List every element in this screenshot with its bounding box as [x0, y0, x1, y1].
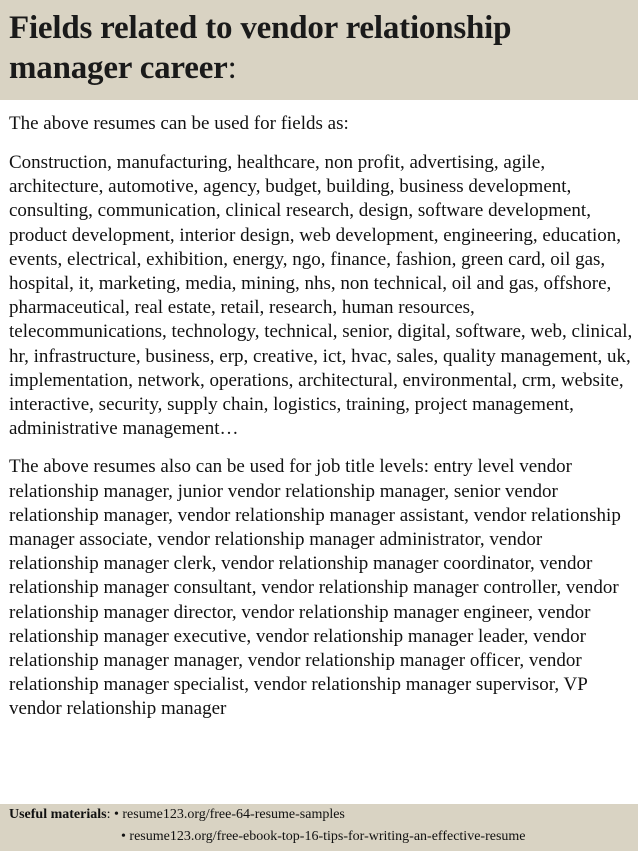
resume-samples-link[interactable]: • resume123.org/free-64-resume-samples: [113, 807, 345, 822]
title-banner: [0, 0, 638, 100]
useful-materials-label: Useful materials: [9, 807, 107, 822]
useful-materials-footer: [0, 804, 638, 851]
intro-text: The above resumes can be used for fields as:: [9, 113, 349, 134]
page-title: [0, 0, 638, 88]
job-levels-text: The above resumes also can be used for job title levels: entry level vendor relationship manager, junior vendor relationship manager, senior vendor relationship manager, vendor relationship manager assistant, vendor relationship manager associate, vendor relationship manager administrator, vendor relationship manager clerk, vendor relationship manager coordinator, vendor relationship manager consultant, vendor relationship manager controller, vendor relationship manager director, vendor relationship manager engineer, vendor relationship manager executive, vendor relationship manager leader, vendor relationship manager manager, vendor relationship manager officer, vendor relationship manager specialist, vendor relationship manager supervisor, VP vendor relationship manager: [9, 456, 621, 720]
ebook-tips-link[interactable]: • resume123.org/free-ebook-top-16-tips-for-writing-an-effective-resume: [121, 829, 526, 844]
footer-row-second: [121, 826, 526, 847]
footer-row-first: [9, 804, 345, 825]
page-title-colon: :: [227, 50, 237, 86]
page-title-text: Fields related to vendor relationship manager career: [9, 10, 512, 86]
main-content: [9, 112, 634, 722]
useful-materials-separator: :: [106, 807, 114, 822]
fields-list: Construction, manufacturing, healthcare, non profit, advertising, agile, architecture, automotive, agency, budget, building, business development, consulting, communication, clinical research, design, software development, product development, interior design, web development, engineering, education, events, electrical, exhibition, energy, ngo, finance, fashion, green card, oil gas, hospital, it, marketing, media, mining, nhs, non technical, oil and gas, offshore, pharmaceutical, real estate, retail, research, human resources, telecommunications, technology, technical, senior, digital, software, web, clinical, hr, infrastructure, business, erp, creative, ict, hvac, sales, quality management, uk, implementation, network, operations, architectural, environmental, crm, website, interactive, security, supply chain, logistics, training, project management, administrative management…: [9, 152, 633, 440]
